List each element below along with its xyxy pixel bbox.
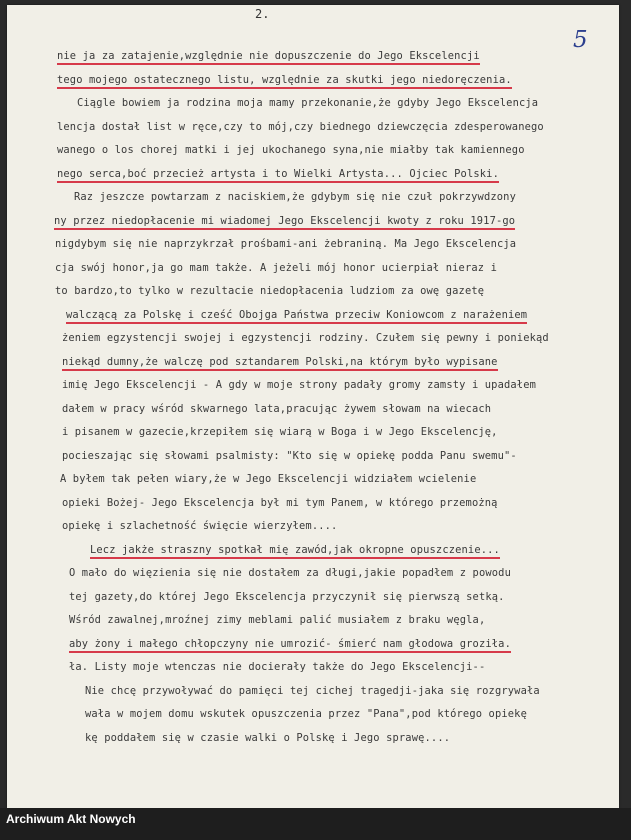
text-line-content: lencja dostał list w ręce,czy to mój,czy biednego dziewczęcia zdesperowanego bbox=[57, 120, 544, 133]
text-line bbox=[52, 374, 572, 398]
text-line bbox=[52, 562, 572, 586]
document-page bbox=[7, 5, 619, 808]
text-line bbox=[52, 327, 572, 351]
text-line bbox=[52, 398, 572, 422]
text-line bbox=[52, 92, 572, 116]
text-line bbox=[52, 351, 572, 375]
text-line bbox=[52, 703, 572, 727]
text-line bbox=[52, 539, 572, 563]
text-line-content: opieki Bożej- Jego Ekscelencja był mi tym Panem, w którego przemożną bbox=[62, 496, 498, 509]
text-line bbox=[52, 45, 572, 69]
text-line bbox=[52, 163, 572, 187]
text-line-content: Raz jeszcze powtarzam z naciskiem,że gdybym się nie czuł pokrzywdzony bbox=[74, 191, 516, 203]
page-number: 2. bbox=[255, 7, 270, 21]
text-line bbox=[52, 304, 572, 328]
text-line-content: nie ja za zatajenie,względnie nie dopuszczenie do Jego Ekscelencji bbox=[57, 50, 480, 65]
text-line-content: ny przez niedopłacenie mi wiadomej Jego Ekscelencji kwoty z roku 1917-go bbox=[54, 215, 515, 230]
text-line bbox=[52, 680, 572, 704]
text-line bbox=[52, 492, 572, 516]
text-line-content: żeniem egzystencji swojej i egzystencji rodziny. Czułem się pewny i poniekąd bbox=[62, 332, 549, 344]
text-line-content: Nie chcę przywoływać do pamięci tej cichej tragedji-jaka się rozgrywała bbox=[85, 684, 540, 697]
text-line-content: nigdybym się nie naprzykrzał prośbami-ani żebraniną. Ma Jego Ekscelencja bbox=[55, 238, 517, 250]
text-line-content: pocieszając się słowami psalmisty: "Kto się w opiekę podda Panu swemu"- bbox=[62, 449, 517, 462]
text-line-content: i pisanem w gazecie,krzepiłem się wiarą w Boga i w Jego Ekscelencję, bbox=[62, 426, 498, 438]
text-line bbox=[52, 139, 572, 163]
text-line bbox=[52, 186, 572, 210]
text-line bbox=[52, 69, 572, 93]
text-line-content: nego serca,boć przecież artysta i to Wielki Artysta... Ojciec Polski. bbox=[57, 168, 499, 183]
text-line-content: aby żony i małego chłopczyny nie umrozić- śmierć nam głodowa groziła. bbox=[69, 638, 511, 653]
text-line-content: dałem w pracy wśród skwarnego lata,pracując żywem słowam na wiecach bbox=[62, 402, 492, 415]
text-line-content: to bardzo,to tylko w rezultacie niedopłacenia ludziom za owę gazetę bbox=[55, 285, 485, 297]
text-line bbox=[52, 280, 572, 304]
text-line bbox=[52, 468, 572, 492]
text-line bbox=[52, 609, 572, 633]
text-line-content: Lecz jakże straszny spotkał mię zawód,jak okropne opuszczenie... bbox=[90, 544, 500, 559]
text-line bbox=[52, 727, 572, 751]
text-line-content: wała w mojem domu wskutek opuszczenia przez "Pana",pod którego opiekę bbox=[85, 708, 527, 720]
text-line-content: imię Jego Ekscelencji - A gdy w moje strony padały gromy zamsty i upadałem bbox=[62, 379, 537, 391]
text-line-content: walczącą za Polskę i cześć Obojga Państwa przeciw Koniowcom z narażeniem bbox=[66, 309, 527, 324]
text-line-content: Ciągle bowiem ja rodzina moja mamy przekonanie,że gdyby Jego Ekscelencja bbox=[77, 97, 539, 109]
text-line-content: ła. Listy moje wtenczas nie docierały także do Jego Ekscelencji-- bbox=[69, 661, 486, 673]
typed-letter-body bbox=[52, 45, 572, 750]
text-line bbox=[52, 515, 572, 539]
text-line bbox=[52, 656, 572, 680]
text-line-content: O mało do więzienia się nie dostałem za długi,jakie popadłem z powodu bbox=[69, 567, 511, 579]
text-line-content: opiekę i szlachetność święcie wierzyłem.... bbox=[62, 520, 338, 532]
text-line-content: wanego o los chorej matki i jej ukochanego syna,nie miałby tak kamiennego bbox=[57, 144, 525, 156]
text-line-content: cja swój honor,ja go mam także. A jeżeli mój honor ucierpiał nieraz i bbox=[55, 261, 497, 274]
text-line bbox=[52, 233, 572, 257]
text-line bbox=[52, 257, 572, 281]
text-line-content: tej gazety,do której Jego Ekscelencja przyczynił się pierwszą setką. bbox=[69, 590, 505, 603]
text-line bbox=[52, 421, 572, 445]
archive-caption: Archiwum Akt Nowych bbox=[6, 812, 136, 826]
text-line bbox=[52, 210, 572, 234]
text-line-content: Wśród zawalnej,mroźnej zimy meblami palić musiałem z braku węgla, bbox=[69, 614, 486, 626]
text-line bbox=[52, 445, 572, 469]
text-line bbox=[52, 633, 572, 657]
text-line-content: kę poddałem się w czasie walki o Polskę i Jego sprawę.... bbox=[85, 731, 451, 744]
text-line bbox=[52, 116, 572, 140]
text-line-content: tego mojego ostatecznego listu, względnie za skutki jego niedoręczenia. bbox=[57, 74, 512, 89]
text-line bbox=[52, 586, 572, 610]
text-line-content: niekąd dumny,że walczę pod sztandarem Polski,na którym było wypisane bbox=[62, 356, 498, 371]
folio-number: 5 bbox=[573, 27, 588, 53]
text-line-content: A byłem tak pełen wiary,że w Jego Ekscelencji widziałem wcielenie bbox=[60, 473, 477, 485]
